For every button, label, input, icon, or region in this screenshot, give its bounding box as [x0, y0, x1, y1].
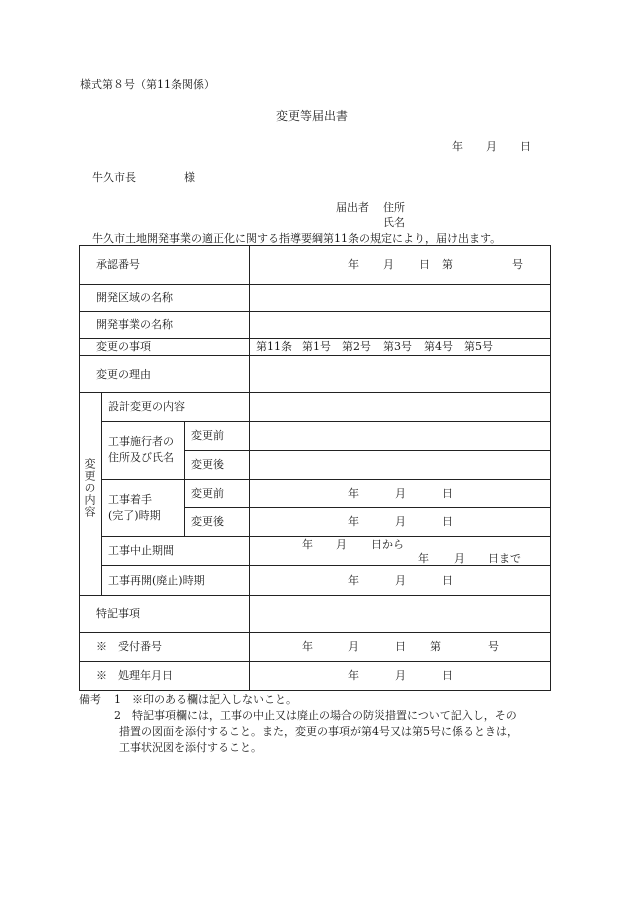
- label-change-content: 変更の内容: [83, 458, 96, 518]
- remark-2-number: 2: [114, 709, 121, 722]
- label-start-after: 変更後: [191, 515, 224, 528]
- label-contractor-after: 変更後: [191, 458, 224, 471]
- form-number: 様式第８号（第11条関係）: [80, 78, 215, 91]
- label-change-items: 変更の事項: [96, 340, 151, 353]
- remark-2-line1: 特記事項欄には，工事の中止又は廃止の場合の防災措置について記入し，その: [132, 709, 517, 722]
- label-design-change: 設計変更の内容: [108, 400, 185, 413]
- label-start-line2: (完了)時期: [108, 509, 161, 522]
- remarks-label: 備考: [79, 693, 101, 706]
- label-receipt-number: ※ 受付番号: [96, 640, 162, 653]
- label-processing-date: ※ 処理年月日: [96, 669, 173, 682]
- label-special-notes: 特記事項: [96, 607, 140, 620]
- label-start-before: 変更前: [191, 487, 224, 500]
- remark-2-line3: 工事状況図を添付すること。: [119, 741, 262, 754]
- applicant-address-label: 住所: [383, 201, 405, 214]
- label-change-reason: 変更の理由: [96, 368, 151, 381]
- label-suspension-period: 工事中止期間: [108, 544, 174, 557]
- remark-1-number: 1: [114, 693, 121, 706]
- intro-text: 牛久市土地開発事業の適正化に関する指導要綱第11条の規定により，届け出ます。: [92, 232, 502, 245]
- label-contractor-before: 変更前: [191, 429, 224, 442]
- label-development-area-name: 開発区域の名称: [96, 291, 173, 304]
- label-contractor-line2: 住所及び氏名: [108, 451, 174, 464]
- label-resume-time: 工事再開(廃止)時期: [108, 574, 205, 587]
- document-title: 変更等届出書: [276, 109, 349, 123]
- label-development-project-name: 開発事業の名称: [96, 318, 173, 331]
- applicant-label: 届出者: [336, 201, 369, 214]
- label-contractor-line1: 工事施行者の: [108, 435, 174, 448]
- honorific: 様: [184, 171, 195, 184]
- remark-1-text: ※印のある欄は記入しないこと。: [132, 693, 297, 706]
- label-start-line1: 工事着手: [108, 493, 152, 506]
- label-approval-number: 承認番号: [96, 258, 140, 271]
- remark-2-line2: 措置の図面を添付すること。また，変更の事項が第4号又は第5号に係るときは，: [119, 725, 518, 738]
- applicant-name-label: 氏名: [383, 216, 405, 229]
- addressee: 牛久市長: [92, 171, 136, 184]
